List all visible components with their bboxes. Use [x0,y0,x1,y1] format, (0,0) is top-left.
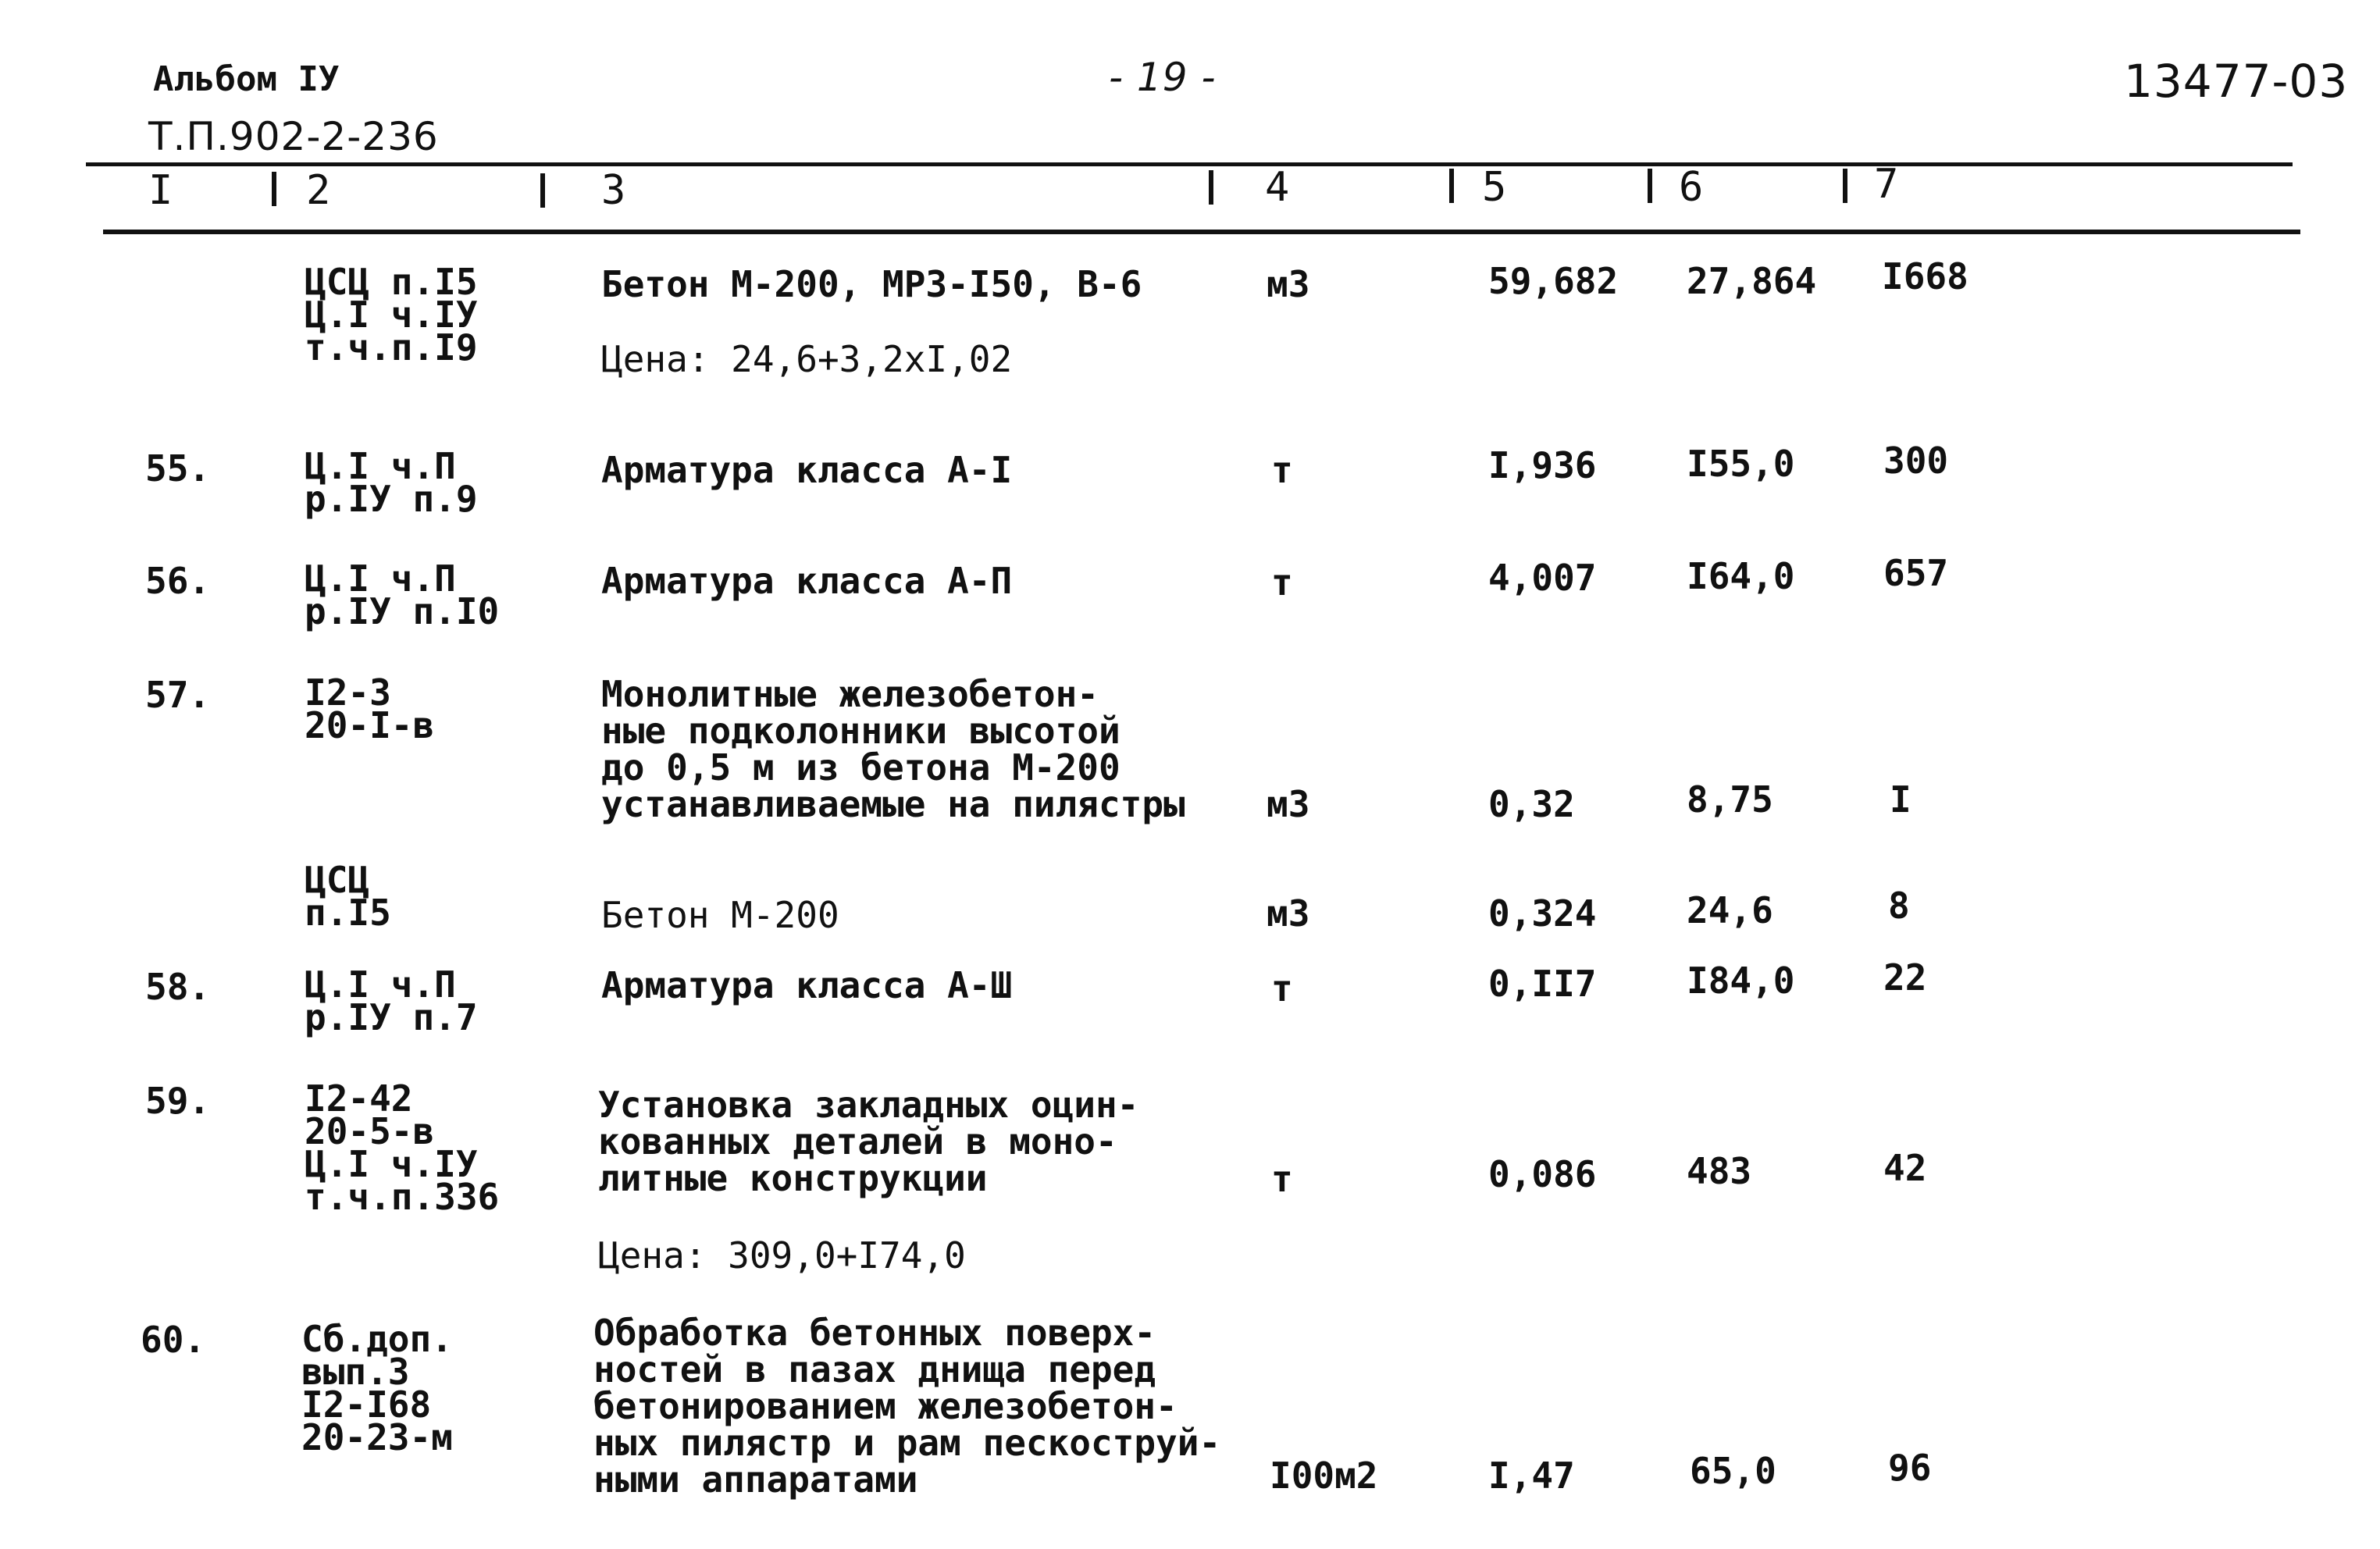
row-unit-price: 483 [1687,1150,1752,1192]
row-code: ЦСЦ п.I5 Ц.I ч.IУ т.ч.п.I9 [305,261,478,369]
row-total: 300 [1883,440,1949,482]
row-quantity: 0,324 [1488,892,1597,935]
row-total: 42 [1883,1147,1927,1189]
row-total: I [1890,778,1911,821]
row-unit-price: 24,6 [1687,889,1773,931]
row-unit-price: 27,864 [1687,260,1817,302]
row-unit: т [1271,1158,1293,1200]
row-unit: I00м2 [1270,1455,1378,1497]
row-total: 8 [1888,885,1910,927]
row-unit-price: I55,0 [1687,443,1795,485]
top-rule [86,162,2293,166]
column-header-6: 6 [1679,164,1704,211]
row-quantity: I,936 [1488,444,1597,486]
column-header-5: 5 [1482,164,1507,211]
column-header-1: I [148,167,173,214]
row-code: I2-42 20-5-в Ц.I ч.IУ т.ч.п.336 [305,1077,500,1218]
row-unit-price: I64,0 [1687,555,1795,597]
row-price-note: Цена: 24,6+3,2хI,02 [601,338,1013,380]
row-quantity: 0,II7 [1488,963,1597,1005]
row-number: 57. [145,674,211,716]
row-quantity: 0,086 [1488,1153,1597,1195]
row-quantity: 4,007 [1488,557,1597,599]
header-bottom-rule [103,230,2300,234]
column-separator [1843,169,1847,203]
row-number: 60. [141,1319,206,1361]
column-header-2: 2 [306,167,331,214]
row-unit: т [1271,449,1293,491]
column-separator [1449,169,1454,203]
row-code: Ц.I ч.П р.IУ п.7 [305,963,478,1038]
row-unit: м3 [1267,263,1310,305]
row-code: Сб.доп. вып.3 I2-I68 20-23-м [301,1318,453,1458]
column-header-3: 3 [601,167,626,214]
row-unit-price: 8,75 [1687,778,1773,821]
row-quantity: 59,682 [1488,260,1619,302]
column-separator [540,173,545,208]
row-quantity: I,47 [1488,1455,1575,1497]
row-total: I668 [1882,255,1968,297]
row-unit-price: 65,0 [1690,1450,1776,1492]
row-number: 56. [145,560,211,602]
row-description: Бетон М-200, МРЗ-I50, В-6 [601,263,1142,305]
row-description: Арматура класса А-П [601,560,1013,602]
row-quantity: 0,32 [1488,783,1575,825]
row-description: Арматура класса А-Ш [601,964,1013,1006]
document-number: 13477-03 [2124,55,2349,108]
row-number: 59. [145,1080,211,1122]
row-description: Бетон М-200 [601,894,839,936]
column-header-7: 7 [1874,161,1899,208]
row-total: 22 [1883,956,1927,999]
row-code: ЦСЦ п.I5 [305,859,391,934]
row-number: 55. [145,447,211,490]
row-unit: т [1271,561,1293,604]
album-label: Альбом IУ [153,59,340,99]
row-unit-price: I84,0 [1687,960,1795,1002]
row-description: Арматура класса А-I [601,449,1013,491]
row-total: 657 [1883,552,1949,594]
row-code: I2-3 20-I-в [305,671,435,746]
column-header-4: 4 [1265,164,1290,211]
column-separator [272,172,276,206]
row-number: 58. [145,966,211,1008]
column-separator [1209,170,1213,205]
row-unit: м3 [1267,892,1310,935]
row-unit: м3 [1267,783,1310,825]
row-price-note: Цена: 309,0+I74,0 [598,1234,966,1277]
project-number: Т.П.902-2-236 [148,114,439,159]
column-separator [1648,169,1652,203]
row-description: Установка закладных оцин- кованных деталей в моно- литные конструкции [598,1084,1139,1199]
row-description: Обработка бетонных поверх- ностей в пазах днища перед бетонированием железобетон- ных пилястр и рам пескоструй- ными аппаратами [593,1312,1221,1501]
page-number: - 19 - [1109,55,1217,100]
row-code: Ц.I ч.П р.IУ п.9 [305,445,478,520]
row-description: Монолитные железобетон- ные подколонники высотой до 0,5 м из бетона М-200 устанавливаемые на пилястры [601,673,1185,825]
row-code: Ц.I ч.П р.IУ п.I0 [305,557,500,632]
row-total: 96 [1888,1447,1932,1489]
row-unit: т [1271,967,1293,1010]
